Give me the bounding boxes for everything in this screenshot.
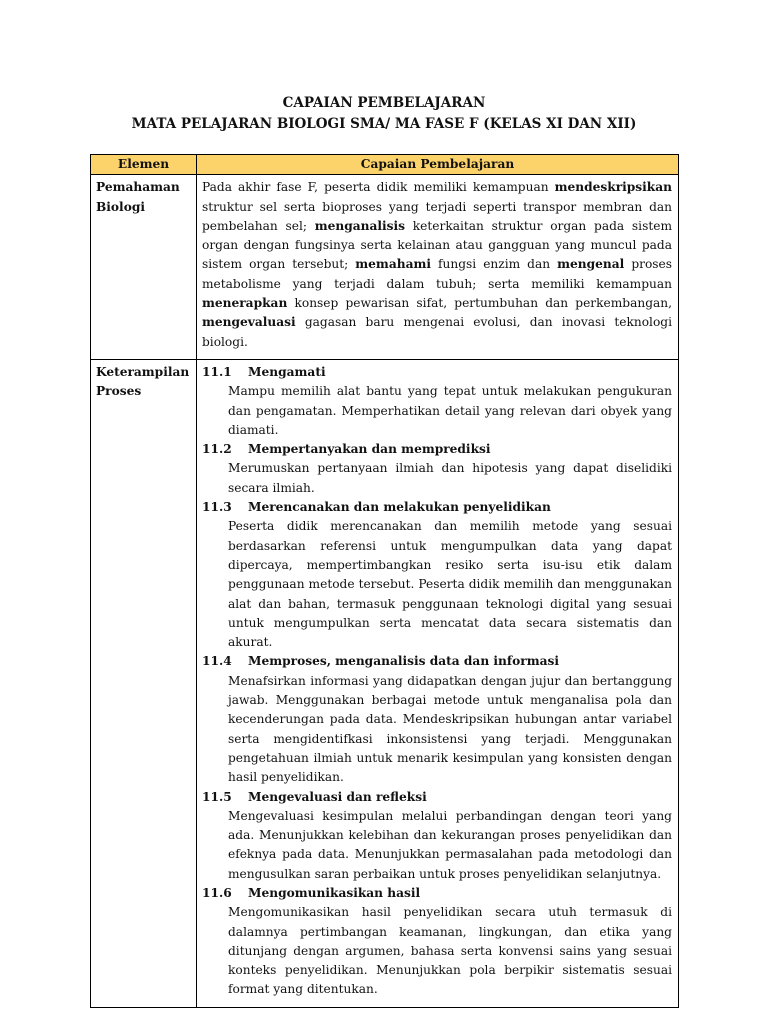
subsection-title: Mempertanyakan dan memprediksi <box>248 442 491 457</box>
capaian-pemahaman-biologi <box>197 175 679 360</box>
keyword: menganalisis <box>314 218 406 233</box>
subsection-11-1 <box>202 363 672 440</box>
subsection-title: Mengomunikasikan hasil <box>248 885 421 900</box>
document-subtitle: MATA PELAJARAN BIOLOGI SMA/ MA FASE F (KELAS XI DAN XII) <box>131 116 637 132</box>
subsection-title: Mengamati <box>248 364 326 379</box>
keyword: mengevaluasi <box>202 315 296 330</box>
subsection-number: 11.5 <box>202 789 232 804</box>
text-segment: gagasan baru mengenai evolusi, dan inovasi teknologi biologi. <box>202 315 672 349</box>
table-header-row <box>91 155 679 175</box>
subsection-11-3 <box>202 498 672 652</box>
document-title: CAPAIAN PEMBELAJARAN <box>282 95 486 111</box>
subsection-11-5 <box>202 788 672 884</box>
column-header-elemen: Elemen <box>91 155 197 175</box>
subsection-description: Merumuskan pertanyaan ilmiah dan hipotesis yang dapat diselidiki secara ilmiah. <box>228 461 672 495</box>
table-row <box>91 359 679 1007</box>
text-segment: keterkaitan struktur organ pada sistem organ dengan fungsinya serta kelainan atau gangguan yang muncul pada sistem organ tersebut; <box>202 218 673 272</box>
subsection-title: Mengevaluasi dan refleksi <box>248 789 427 804</box>
subsection-heading <box>202 652 672 671</box>
subsection-number: 11.4 <box>202 654 232 669</box>
element-pemahaman-biologi: Pemahaman Biologi <box>91 175 197 360</box>
subsection-description: Mengevaluasi kesimpulan melalui perbandingan dengan teori yang ada. Menunjukkan kelebihan dan kekurangan proses penyelidikan dan efeknya pada data. Menunjukkan permasalahan pada metodologi dan mengusulkan saran perbaikan untuk proses penyelidikan selanjutnya. <box>228 808 672 881</box>
subsection-description: Menafsirkan informasi yang didapatkan dengan jujur dan bertanggung jawab. Menggunakan berbagai metode untuk menganalisa pola dan kecenderungan pada data. Mendeskripsikan hubungan antar variabel serta mengidentifkasi inkonsistensi yang terjadi. Menggunakan pengetahuan ilmiah untuk menarik kesimpulan yang konsisten dengan hasil penyelidikan. <box>228 673 672 785</box>
keyword: mendeskripsikan <box>554 180 672 195</box>
capaian-table <box>90 154 679 1008</box>
subsection-heading <box>202 440 672 459</box>
table-row <box>91 175 679 360</box>
subsection-title: Memproses, menganalisis data dan informasi <box>248 654 559 669</box>
keyword: mengenal <box>557 257 625 272</box>
subsection-title: Merencanakan dan melakukan penyelidikan <box>248 500 551 515</box>
column-header-capaian: Capaian Pembelajaran <box>197 155 679 175</box>
subsection-number: 11.1 <box>202 364 232 379</box>
capaian-paragraph <box>202 178 672 352</box>
subsection-11-4 <box>202 652 672 787</box>
subsection-heading <box>202 363 672 382</box>
subsection-heading <box>202 788 672 807</box>
subsection-number: 11.6 <box>202 885 232 900</box>
text-segment: Pada akhir fase F, peserta didik memiliki kemampuan <box>202 180 555 195</box>
text-segment: konsep pewarisan sifat, pertumbuhan dan perkembangan, <box>287 296 672 311</box>
subsection-11-2 <box>202 440 672 498</box>
subsection-number: 11.3 <box>202 500 232 515</box>
text-segment: proses metabolisme yang terjadi dalam tubuh; serta memiliki kemampuan <box>202 257 673 291</box>
text-segment: fungsi enzim dan <box>431 257 558 272</box>
text-segment: struktur sel serta bioproses yang terjadi seperti transpor membran dan pembelahan sel; <box>202 199 672 233</box>
subsection-description: Mengomunikasikan hasil penyelidikan secara utuh termasuk di dalamnya pertimbangan keamanan, lingkungan, dan etika yang ditunjang dengan argumen, bahasa serta konvensi sains yang sesuai konteks penyelidikan. Menunjukkan pola berpikir sistematis sesuai format yang ditentukan. <box>228 905 672 997</box>
subsection-heading <box>202 498 672 517</box>
keyword: memahami <box>355 257 432 272</box>
capaian-keterampilan-proses <box>197 359 679 1007</box>
subsection-number: 11.2 <box>202 442 232 457</box>
keyword: menerapkan <box>202 296 288 311</box>
subsection-11-6 <box>202 884 672 1000</box>
subsection-description: Peserta didik merencanakan dan memilih metode yang sesuai berdasarkan referensi untuk mengumpulkan data yang dapat dipercaya, mempertimbangkan resiko serta isu-isu etik dalam penggunaan metode tersebut. Peserta didik memilih dan menggunakan alat dan bahan, termasuk penggunaan teknologi digital yang sesuai untuk mengumpulkan serta mencatat data secara sistematis dan akurat. <box>228 519 672 650</box>
subsection-description: Mampu memilih alat bantu yang tepat untuk melakukan pengukuran dan pengamatan. Memperhatikan detail yang relevan dari obyek yang diamati. <box>228 384 672 437</box>
element-keterampilan-proses: Keterampilan Proses <box>91 359 197 1007</box>
subsection-heading <box>202 884 672 903</box>
